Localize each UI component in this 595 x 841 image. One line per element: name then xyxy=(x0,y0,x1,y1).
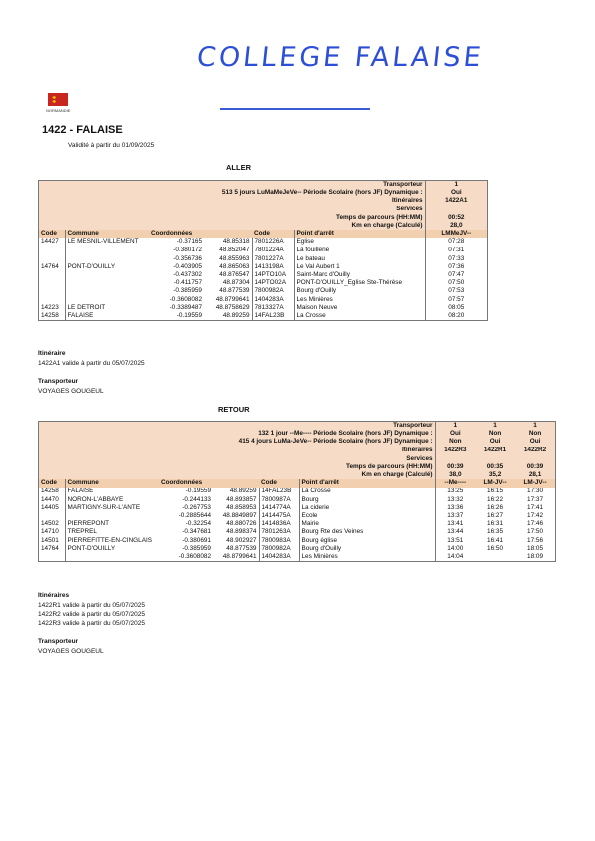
handwritten-underline xyxy=(220,108,370,110)
meta-label: Itinéraires xyxy=(401,446,433,454)
stop-name: Saint-Marc d'Ouilly xyxy=(294,271,425,279)
departure-time: 07:28 xyxy=(425,238,487,246)
departure-time: 16:22 xyxy=(487,495,504,503)
stop-name: Les Minières xyxy=(299,553,435,561)
lions-icon xyxy=(48,93,68,106)
longitude: -0.403905 xyxy=(173,262,202,270)
commune: PIERREFITTE-EN-CINGLAIS xyxy=(65,537,159,545)
stop-name: Bourg d'Ouilly xyxy=(294,287,425,295)
departure-time: 18:05 xyxy=(527,544,544,552)
departure-time: 13:44 xyxy=(435,528,475,536)
retour-table xyxy=(39,422,556,561)
departure-time: 07:53 xyxy=(425,287,487,295)
meta-row xyxy=(39,222,487,230)
departure-time: 13:25 xyxy=(435,488,475,496)
table-row xyxy=(39,304,487,312)
departure-time: 13:41 xyxy=(435,520,475,528)
latitude: 48.876547 xyxy=(219,271,250,278)
longitude: -0.32254 xyxy=(185,520,211,528)
stop-code xyxy=(39,553,65,561)
stop-code: 14710 xyxy=(41,528,59,536)
column-header: Code xyxy=(39,230,65,238)
stop-name: La Crosse xyxy=(299,488,435,496)
departure-time: 16:26 xyxy=(487,503,504,511)
departure-time: 16:41 xyxy=(487,536,504,544)
stop-id: 7801227A xyxy=(252,255,294,263)
meta-label: 415 4 jours LuMa-JeVe-- Période Scolaire (hors JF) Dynamique : xyxy=(238,438,433,446)
longitude: -0.244133 xyxy=(182,495,211,503)
meta-row xyxy=(39,430,555,438)
commune: PONT-D'OUILLY xyxy=(65,545,159,553)
table-row xyxy=(39,238,487,246)
meta-value xyxy=(515,455,555,463)
latitude: 48.8849897 xyxy=(222,512,257,519)
aller-transporteur-heading: Transporteur xyxy=(38,378,79,385)
longitude: -0.380172 xyxy=(173,246,202,254)
page-title: 1422 - FALAISE xyxy=(42,124,123,136)
latitude: 48.89259 xyxy=(229,487,257,495)
stop-name: La Crosse xyxy=(294,312,425,320)
table-row xyxy=(39,271,487,279)
longitude: -0.385959 xyxy=(173,287,202,295)
stop-id: 7813327A xyxy=(252,304,294,312)
meta-value: 1422A1 xyxy=(425,197,487,205)
stop-id: 1404283A xyxy=(259,553,299,561)
departure-time: 07:50 xyxy=(425,279,487,287)
longitude: -0.19559 xyxy=(185,487,211,495)
stop-code: 14258 xyxy=(41,312,59,319)
stop-id: 1404283A xyxy=(252,296,294,304)
stop-name: La ciderie xyxy=(299,504,435,512)
stop-id: 1414475A xyxy=(259,512,299,520)
meta-row xyxy=(39,214,487,222)
meta-value: Oui xyxy=(435,430,475,438)
latitude: 48.893857 xyxy=(226,495,257,503)
table-row xyxy=(39,255,487,263)
commune: LE DETROIT xyxy=(65,304,149,312)
column-header: --Me---- xyxy=(435,479,475,487)
table-row xyxy=(39,296,487,304)
latitude: 48.8799641 xyxy=(215,295,250,303)
departure-time: 07:47 xyxy=(425,271,487,279)
aller-heading: ALLER xyxy=(226,163,251,172)
stop-id: 7801263A xyxy=(259,528,299,536)
departure-time: 14:00 xyxy=(435,545,475,553)
column-header: Coordonnées xyxy=(149,230,204,238)
stop-code xyxy=(39,287,65,295)
departure-time: 07:31 xyxy=(425,247,487,255)
stop-id: 7801224A xyxy=(252,247,294,255)
meta-value: 35,2 xyxy=(488,471,502,479)
meta-label: Transporteur xyxy=(393,422,433,429)
stop-id: 7801226A xyxy=(252,238,294,246)
commune: MARTIGNY-SUR-L'ANTE xyxy=(65,504,159,512)
aller-itineraire-item: 1422A1 valide à partir du 05/07/2025 xyxy=(38,360,145,367)
commune: PIERREPONT xyxy=(65,520,159,528)
longitude: -0.385959 xyxy=(182,544,211,552)
departure-time: 17:30 xyxy=(527,487,544,495)
stop-name: Le bateau xyxy=(294,255,425,263)
aller-table-frame xyxy=(38,180,488,321)
departure-time: 17:46 xyxy=(527,520,544,528)
longitude: -0.2885644 xyxy=(178,512,211,519)
meta-value: Oui xyxy=(425,189,487,197)
departure-time: 16:35 xyxy=(487,528,504,536)
meta-value: 1422R1 xyxy=(483,446,507,454)
longitude: -0.19559 xyxy=(176,312,202,319)
table-row xyxy=(39,496,555,504)
longitude: -0.37165 xyxy=(176,238,202,246)
column-header xyxy=(204,230,252,238)
retour-table-frame xyxy=(38,421,556,562)
departure-time: 08:20 xyxy=(425,312,487,320)
column-header xyxy=(213,479,259,487)
stop-id: 14PTO10A xyxy=(252,271,294,279)
stop-name: Bourg d'Ouilly xyxy=(299,545,435,553)
logo-text: NORMANDIE xyxy=(46,108,71,113)
meta-value: 00:39 xyxy=(435,463,475,471)
table-row xyxy=(39,512,555,520)
meta-value xyxy=(435,455,475,463)
meta-value: 38,0 xyxy=(435,471,475,479)
longitude: -0.3608082 xyxy=(169,295,202,303)
departure-time: 07:36 xyxy=(425,263,487,271)
stop-code: 14764 xyxy=(41,544,59,552)
table-row xyxy=(39,279,487,287)
column-header: LM-JV-- xyxy=(515,479,555,487)
latitude: 48.855963 xyxy=(219,254,250,262)
meta-value: Non xyxy=(528,430,542,438)
stop-code xyxy=(39,512,65,520)
meta-row xyxy=(39,422,555,430)
departure-time: 17:42 xyxy=(527,512,544,519)
stop-name: Le Val Aubert 1 xyxy=(294,263,425,271)
commune xyxy=(65,296,149,304)
stop-id: 1413198A xyxy=(252,263,294,271)
normandie-logo xyxy=(48,93,68,106)
table-row xyxy=(39,537,555,545)
departure-time: 17:37 xyxy=(527,495,544,503)
stop-name: Les Minières xyxy=(294,296,425,304)
column-header-row xyxy=(39,479,555,487)
stop-name: PONT-D'OUILLY_Eglise Ste-Thérèse xyxy=(294,279,425,287)
meta-value: 1422R2 xyxy=(523,446,547,454)
meta-value: 1 xyxy=(533,422,537,429)
meta-label: Temps de parcours (HH:MM) xyxy=(346,462,433,470)
table-row xyxy=(39,528,555,536)
meta-label: Services xyxy=(396,205,423,213)
commune: TREPREL xyxy=(65,528,159,536)
retour-itineraire-item: 1422R1 valide à partir du 05/07/2025 xyxy=(38,602,145,609)
stop-name: Maison Neuve xyxy=(294,304,425,312)
meta-value: 28,1 xyxy=(528,471,542,479)
meta-row xyxy=(39,455,555,463)
departure-time: 16:31 xyxy=(487,520,504,528)
departure-time: 18:09 xyxy=(527,553,544,560)
meta-label: Km en charge (Calculé) xyxy=(351,221,423,229)
meta-label: Km en charge (Calculé) xyxy=(361,471,433,479)
stop-code xyxy=(39,271,65,279)
departure-time: 17:41 xyxy=(527,503,544,511)
longitude: -0.411757 xyxy=(173,279,202,287)
stop-code xyxy=(39,255,65,263)
table-row xyxy=(39,545,555,553)
latitude: 48.852047 xyxy=(219,246,250,254)
meta-value: Oui xyxy=(529,438,541,446)
column-header: Coordonnées xyxy=(159,479,213,487)
latitude: 48.877539 xyxy=(219,287,250,295)
latitude: 48.8758629 xyxy=(215,303,250,311)
departure-time: 16:27 xyxy=(487,512,504,519)
column-header: Point d'arrêt xyxy=(294,230,425,238)
meta-value: Oui xyxy=(489,438,501,446)
retour-itineraire-item: 1422R3 valide à partir du 05/07/2025 xyxy=(38,620,145,627)
longitude: -0.347681 xyxy=(182,528,211,536)
stop-code: 14405 xyxy=(41,503,59,511)
commune: LE MESNIL-VILLEMENT xyxy=(65,238,149,246)
meta-row xyxy=(39,189,487,197)
table-row xyxy=(39,247,487,255)
meta-value: Non xyxy=(435,438,475,446)
departure-time xyxy=(475,553,515,561)
departure-time: 13:37 xyxy=(435,512,475,520)
meta-label: Itinéraires xyxy=(391,197,423,205)
commune xyxy=(65,553,159,561)
stop-id: 7800982A xyxy=(252,287,294,295)
stop-id: 14FAL23B xyxy=(259,488,299,496)
departure-time: 13:51 xyxy=(435,537,475,545)
aller-itineraires-heading: Itinéraire xyxy=(38,350,66,357)
departure-time: 16:15 xyxy=(487,487,504,495)
meta-value: Non xyxy=(488,430,502,438)
retour-itineraire-item: 1422R2 valide à partir du 05/07/2025 xyxy=(38,611,145,618)
meta-row xyxy=(39,206,487,214)
stop-id: 1414774A xyxy=(259,504,299,512)
longitude: -0.380691 xyxy=(182,536,211,544)
commune: NORON-L'ABBAYE xyxy=(65,496,159,504)
aller-transporteur-name: VOYAGES GOUGEUL xyxy=(38,388,104,395)
meta-label: 513 5 jours LuMaMeJeVe-- Période Scolaire (hors JF) Dynamique : xyxy=(221,189,423,197)
stop-id: 14FAL23B xyxy=(252,312,294,320)
table-row xyxy=(39,287,487,295)
latitude: 48.8799641 xyxy=(222,553,257,560)
latitude: 48.85318 xyxy=(222,238,250,246)
retour-heading: RETOUR xyxy=(218,405,250,414)
departure-time: 17:56 xyxy=(527,536,544,544)
departure-time: 07:57 xyxy=(425,296,487,304)
commune xyxy=(65,247,149,255)
meta-row xyxy=(39,463,555,471)
meta-label: Transporteur xyxy=(383,181,423,188)
stop-name: La fouillerie xyxy=(294,247,425,255)
meta-value: 1422R3 xyxy=(435,447,475,455)
stop-code xyxy=(39,247,65,255)
column-header: Point d'arrêt xyxy=(299,479,435,487)
table-row xyxy=(39,312,487,320)
stop-id: 1414836A xyxy=(259,520,299,528)
stop-code: 14501 xyxy=(41,536,59,544)
stop-id: 7800987A xyxy=(259,496,299,504)
column-header: Code xyxy=(252,230,294,238)
commune: PONT-D'OUILLY xyxy=(65,263,149,271)
departure-time: 08:05 xyxy=(425,304,487,312)
meta-row xyxy=(39,181,487,189)
latitude: 48.858953 xyxy=(226,503,257,511)
table-row xyxy=(39,553,555,561)
column-header-row xyxy=(39,230,487,238)
column-header: LM-JV-- xyxy=(475,479,515,487)
latitude: 48.87304 xyxy=(222,279,250,287)
commune: FALAISE xyxy=(65,312,149,320)
departure-time: 14:04 xyxy=(435,553,475,561)
longitude: -0.437302 xyxy=(173,271,202,278)
meta-value: 00:52 xyxy=(425,214,487,222)
departure-time: 16:50 xyxy=(487,544,504,552)
stop-name: Bourg Rte des Veines xyxy=(299,528,435,536)
table-row xyxy=(39,520,555,528)
longitude: -0.356736 xyxy=(173,254,202,262)
meta-label: Temps de parcours (HH:MM) xyxy=(336,213,423,221)
meta-value: 1 xyxy=(493,422,497,429)
latitude: 48.877539 xyxy=(226,544,257,552)
meta-label: 132 1 jour --Me---- Période Scolaire (hors JF) Dynamique : xyxy=(258,430,433,438)
stop-code: 14764 xyxy=(41,262,59,270)
stop-code xyxy=(39,279,65,287)
departure-time: 17:50 xyxy=(527,528,544,536)
commune xyxy=(65,279,149,287)
table-row xyxy=(39,488,555,496)
meta-value: 00:35 xyxy=(486,462,504,470)
stop-code xyxy=(39,296,65,304)
meta-label: Services xyxy=(406,454,433,462)
latitude: 48.865063 xyxy=(219,262,250,270)
commune xyxy=(65,271,149,279)
stop-code: 14502 xyxy=(41,520,59,528)
meta-value: 00:39 xyxy=(526,462,544,470)
stop-id: 7800982A xyxy=(259,545,299,553)
meta-row xyxy=(39,197,487,205)
column-header: Code xyxy=(259,479,299,487)
meta-value: 1 xyxy=(435,422,475,430)
latitude: 48.898374 xyxy=(226,528,257,536)
commune xyxy=(65,512,159,520)
latitude: 48.902927 xyxy=(226,536,257,544)
meta-value: 1 xyxy=(425,181,487,189)
aller-table xyxy=(39,181,487,320)
column-header: Commune xyxy=(65,479,159,487)
meta-value xyxy=(475,455,515,463)
meta-value xyxy=(425,206,487,214)
stop-code: 14470 xyxy=(41,495,59,503)
table-row xyxy=(39,504,555,512)
latitude: 48.880726 xyxy=(226,520,257,528)
longitude: -0.3608082 xyxy=(178,553,211,560)
longitude: -0.267753 xyxy=(182,503,211,511)
meta-row xyxy=(39,447,555,455)
retour-transporteur-name: VOYAGES GOUGEUL xyxy=(38,648,104,655)
departure-time: 13:36 xyxy=(435,504,475,512)
stop-name: Mairie xyxy=(299,520,435,528)
retour-itineraires-heading: Itinéraires xyxy=(38,592,70,599)
meta-row xyxy=(39,438,555,446)
stop-code: 14258 xyxy=(41,487,59,495)
column-header: LMMeJV-- xyxy=(425,230,487,238)
commune xyxy=(65,287,149,295)
column-header: Commune xyxy=(65,230,149,238)
stop-name: Bourg église xyxy=(299,537,435,545)
retour-transporteur-heading: Transporteur xyxy=(38,638,79,645)
stop-id: 14PTO02A xyxy=(252,279,294,287)
longitude: -0.3389487 xyxy=(169,303,202,311)
departure-time: 13:32 xyxy=(435,496,475,504)
stop-code: 14223 xyxy=(41,303,59,311)
meta-value: 28,0 xyxy=(425,222,487,230)
table-row xyxy=(39,263,487,271)
stop-code: 14427 xyxy=(41,238,59,246)
stop-id: 7800983A xyxy=(259,537,299,545)
validity-text: Validité à partir du 01/09/2025 xyxy=(68,142,155,149)
latitude: 48.89259 xyxy=(222,312,250,319)
departure-time: 07:33 xyxy=(425,255,487,263)
meta-row xyxy=(39,471,555,479)
stop-name: Ecole xyxy=(299,512,435,520)
handwritten-title: COLLEGE FALAISE xyxy=(195,42,486,73)
commune xyxy=(65,255,149,263)
stop-name: Eglise xyxy=(294,238,425,246)
commune: FALAISE xyxy=(65,488,159,496)
stop-name: Bourg xyxy=(299,496,435,504)
column-header: Code xyxy=(39,479,65,487)
